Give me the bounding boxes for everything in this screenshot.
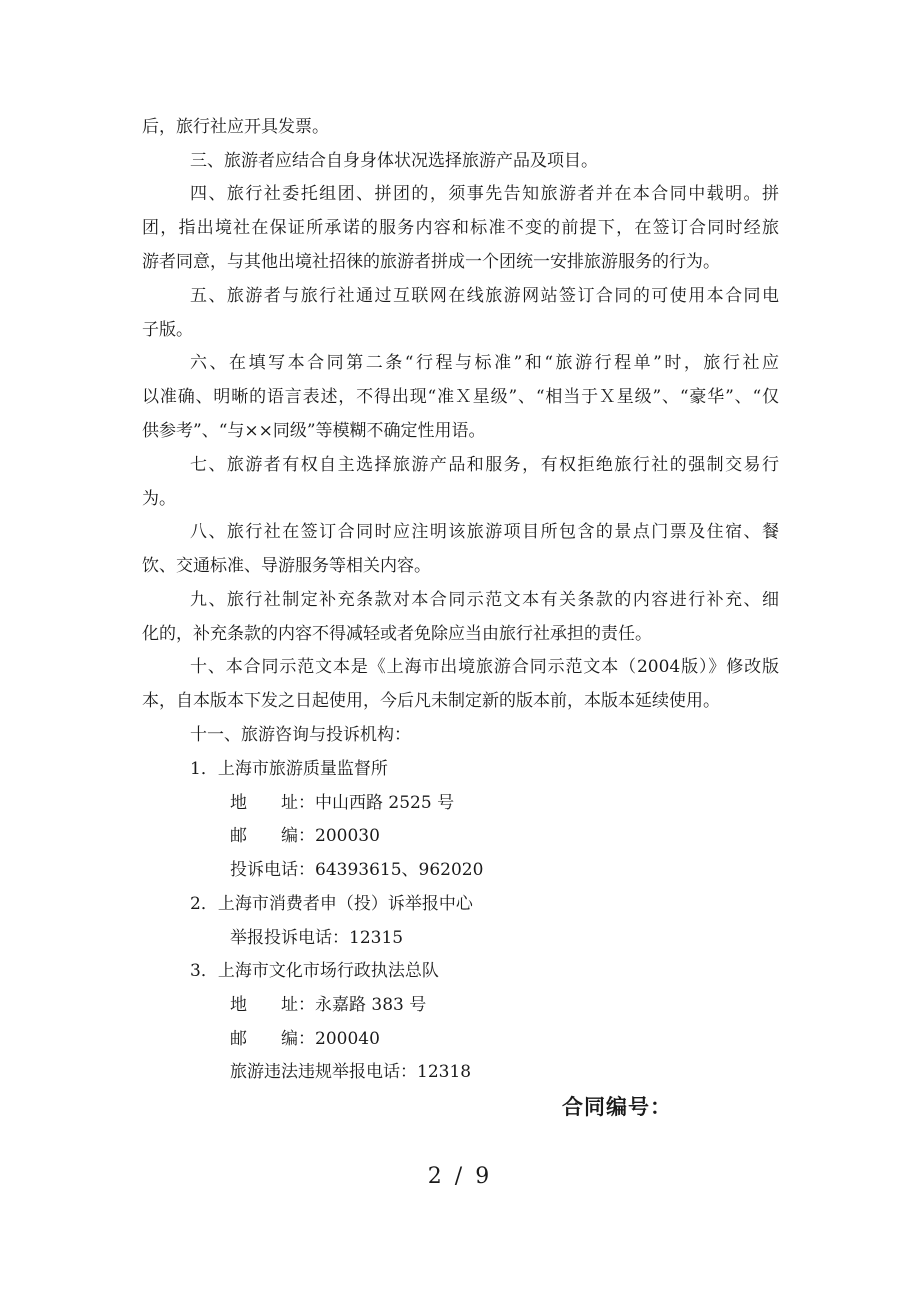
org-2-phone: 举报投诉电话：12315: [230, 928, 404, 948]
clause-10-line-2: 本，自本版本下发之日起使用，今后凡未制定新的版本前，本版本延续使用。: [142, 691, 720, 711]
org-3-address: 地 址：永嘉路 383 号: [230, 995, 427, 1015]
org-2-name: 2．上海市消费者申（投）诉举报中心: [190, 894, 473, 914]
paragraph-tail: 后，旅行社应开具发票。: [142, 117, 329, 137]
clause-5-line-1: 五、旅游者与旅行社通过互联网在线旅游网站签订合同的可使用本合同电: [190, 286, 779, 306]
clause-6-line-2: 以准确、明晰的语言表述，不得出现“准Ｘ星级”、“相当于Ｘ星级”、“豪华”、“仅: [142, 387, 779, 407]
page-number: 2 / 9: [427, 1164, 493, 1189]
clause-6-line-1: 六、在填写本合同第二条“行程与标准”和“旅游行程单”时，旅行社应: [190, 353, 779, 373]
contract-number-label: 合同编号：: [562, 1094, 672, 1119]
clause-5-line-2: 子版。: [142, 320, 193, 340]
clause-4-line-2: 团，指出境社在保证所承诺的服务内容和标准不变的前提下，在签订合同时经旅: [142, 218, 779, 238]
clause-10-line-1: 十、本合同示范文本是《上海市出境旅游合同示范文本（2004版）》修改版: [190, 657, 779, 677]
clause-8-line-1: 八、旅行社在签订合同时应注明该旅游项目所包含的景点门票及住宿、餐: [190, 522, 779, 542]
clause-11-heading: 十一、旅游咨询与投诉机构：: [190, 725, 411, 745]
clause-4-line-1: 四、旅行社委托组团、拼团的，须事先告知旅游者并在本合同中载明。拼: [190, 184, 779, 204]
clause-3: 三、旅游者应结合自身身体状况选择旅游产品及项目。: [190, 151, 598, 171]
org-1-postcode: 邮 编：200030: [230, 826, 380, 846]
clause-9-line-2: 化的，补充条款的内容不得减轻或者免除应当由旅行社承担的责任。: [142, 624, 652, 644]
clause-6-line-3: 供参考”、“与××同级”等模糊不确定性用语。: [142, 421, 486, 441]
clause-4-line-3: 游者同意，与其他出境社招徕的旅游者拼成一个团统一安排旅游服务的行为。: [142, 252, 720, 272]
org-3-name: 3．上海市文化市场行政执法总队: [190, 961, 439, 981]
org-1-name: 1．上海市旅游质量监督所: [190, 759, 388, 779]
org-1-address: 地 址：中山西路 2525 号: [230, 793, 455, 813]
org-3-phone: 旅游违法违规举报电话：12318: [230, 1062, 472, 1082]
clause-7-line-2: 为。: [142, 489, 176, 509]
clause-9-line-1: 九、旅行社制定补充条款对本合同示范文本有关条款的内容进行补充、细: [190, 590, 779, 610]
clause-8-line-2: 饮、交通标准、导游服务等相关内容。: [142, 556, 431, 576]
org-1-phone: 投诉电话：64393615、962020: [230, 860, 484, 880]
org-3-postcode: 邮 编：200040: [230, 1029, 380, 1049]
clause-7-line-1: 七、旅游者有权自主选择旅游产品和服务，有权拒绝旅行社的强制交易行: [190, 455, 779, 475]
